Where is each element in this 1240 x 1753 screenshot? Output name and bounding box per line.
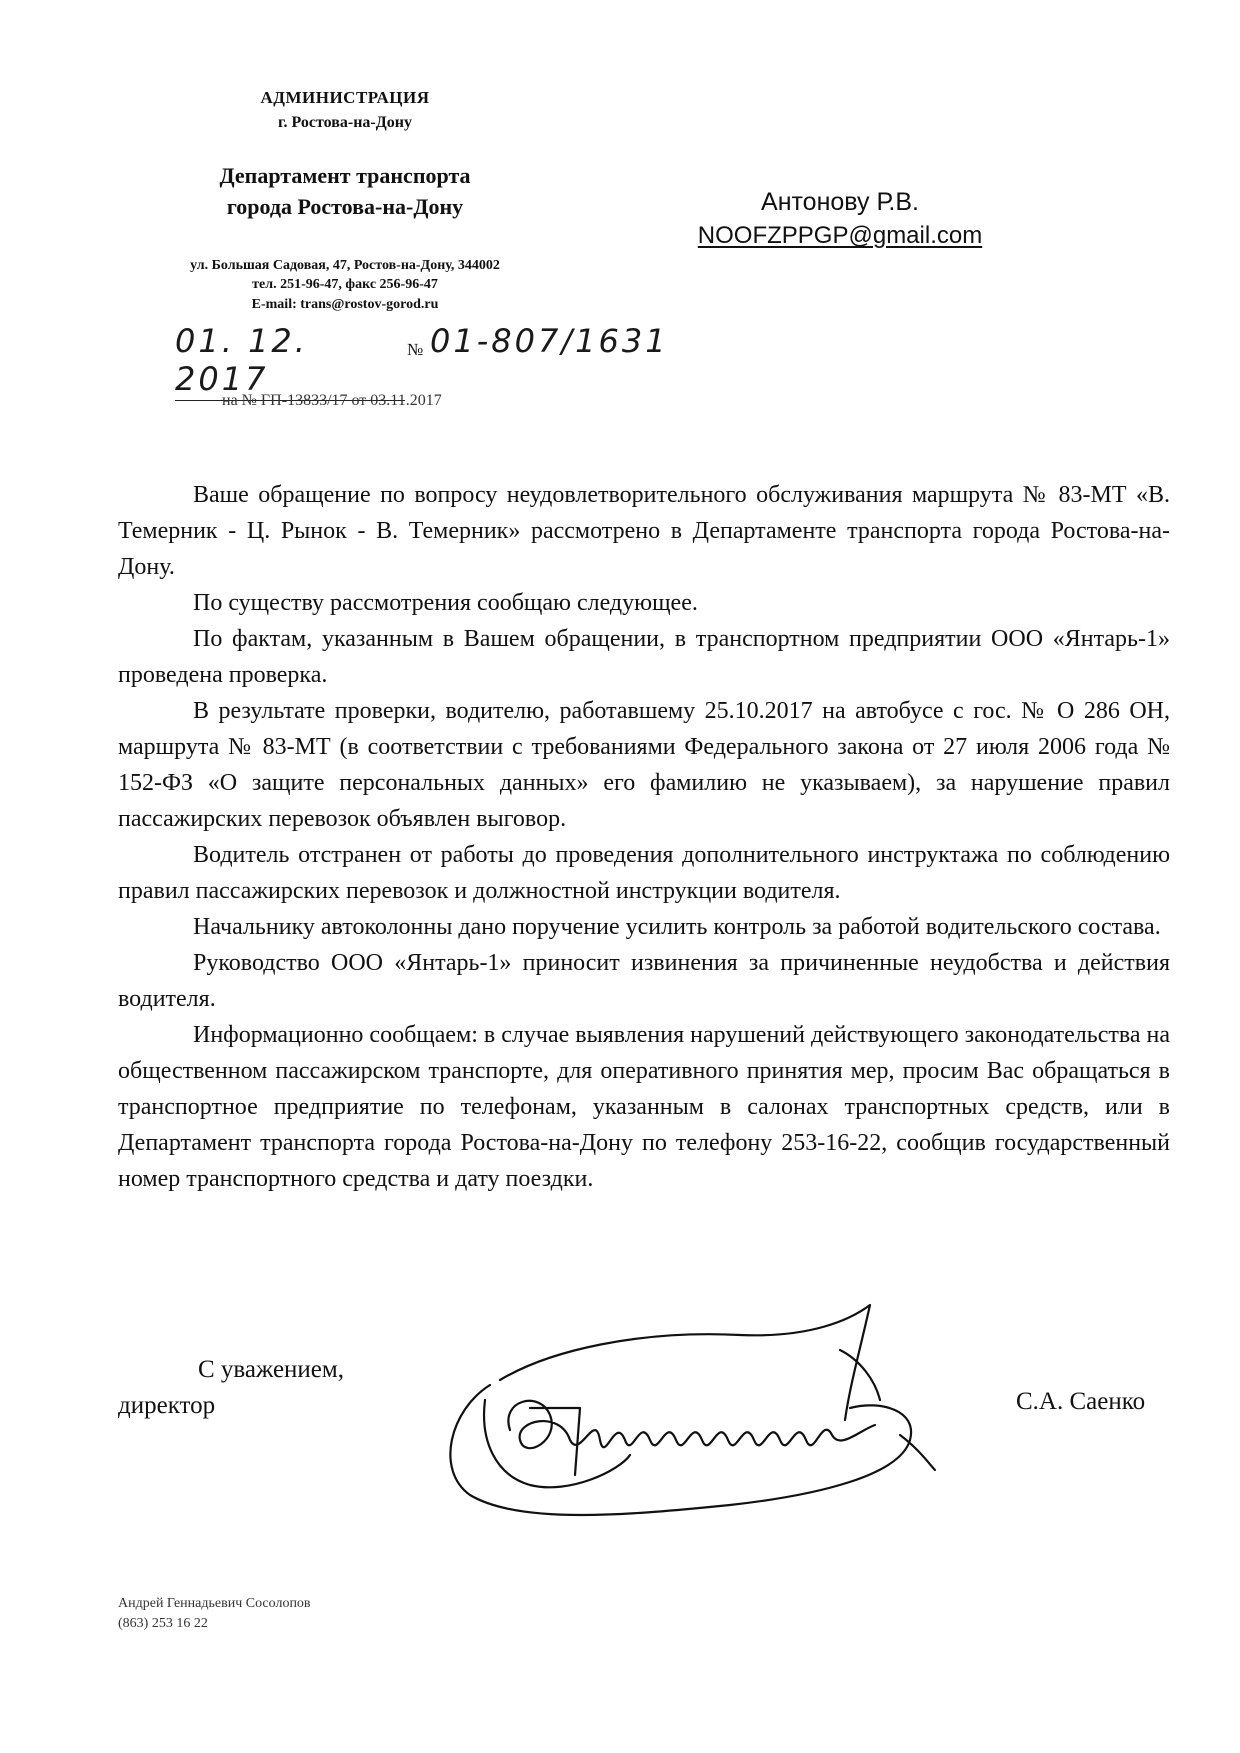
body-paragraph: Ваше обращение по вопросу неудовлетворительного обслуживания маршрута № 83-МТ «В. Темерник - Ц. Рынок - В. Темерник» рассмотрено в Департаменте транспорта города Ростова-на-Дону. [118, 482, 1170, 580]
department-name-line1: Департамент транспорта [219, 163, 471, 188]
body-paragraph: Руководство ООО «Янтарь-1» приносит извинения за причиненные неудобства и действия водителя. [118, 950, 1170, 1012]
letter-body [118, 477, 1170, 1197]
executor-name: Андрей Геннадьевич Сосолопов [118, 1596, 311, 1611]
signature-role: директор [118, 1392, 216, 1419]
executor-phone: (863) 253 16 22 [118, 1616, 208, 1631]
department-name-line2: города Ростова-на-Дону [226, 194, 464, 219]
addressee-name: Антонову Р.В. [761, 188, 919, 216]
department-phones: тел. 251-96-47, факс 256-96-47 [252, 277, 438, 292]
department-address: ул. Большая Садовая, 47, Ростов-на-Дону, 344002 [190, 258, 500, 273]
org-name: АДМИНИСТРАЦИЯ [260, 88, 430, 107]
body-paragraph: Начальнику автоколонны дано поручение усилить контроль за работой водительского состава. [193, 914, 1161, 940]
registration-number: 01-807/1631 [430, 322, 669, 360]
body-paragraph: По существу рассмотрения сообщаю следующее. [193, 590, 698, 616]
addressee-email: NOOFZPPGP@gmail.com [697, 222, 983, 249]
body-paragraph: Водитель отстранен от работы до проведения дополнительного инструктажа по соблюдению правил пассажирских перевозок и должностной инструкции водителя. [118, 842, 1170, 904]
org-city: г. Ростова-на-Дону [278, 114, 412, 131]
handwritten-signature [430, 1290, 950, 1520]
reply-reference: на № ГП-13833/17 от 03.11.2017 [222, 392, 442, 409]
signature-name: С.А. Саенко [1016, 1388, 1146, 1415]
body-paragraph: В результате проверки, водителю, работавшему 25.10.2017 на автобусе с гос. № О 286 ОН, маршрута № 83-МТ (в соответствии с требованиями Федерального закона от 27 июля 2006 года № 152-ФЗ «О защите персональных данных» его фамилию не указываем), за нарушение правил пассажирских перевозок объявлен выговор. [118, 698, 1170, 832]
registration-date: 01. 12. 2017 [175, 322, 405, 401]
body-paragraph: По фактам, указанным в Вашем обращении, в транспортном предприятии ООО «Янтарь-1» проведена проверка. [118, 626, 1170, 688]
registration-number-label: № [407, 340, 424, 359]
department-email: E-mail: trans@rostov-gorod.ru [251, 297, 439, 312]
signature-greeting: С уважением, [198, 1356, 344, 1383]
body-paragraph: Информационно сообщаем: в случае выявления нарушений действующего законодательства на общественном пассажирском транспорте, для оперативного принятия мер, просим Вас обращаться в транспортное предприятие по телефонам, указанным в салонах транспортных средств, или в Департамент транспорта города Ростова-на-Дону по телефону 253-16-22, сообщив государственный номер транспортного средства и дату поездки. [118, 1022, 1170, 1192]
